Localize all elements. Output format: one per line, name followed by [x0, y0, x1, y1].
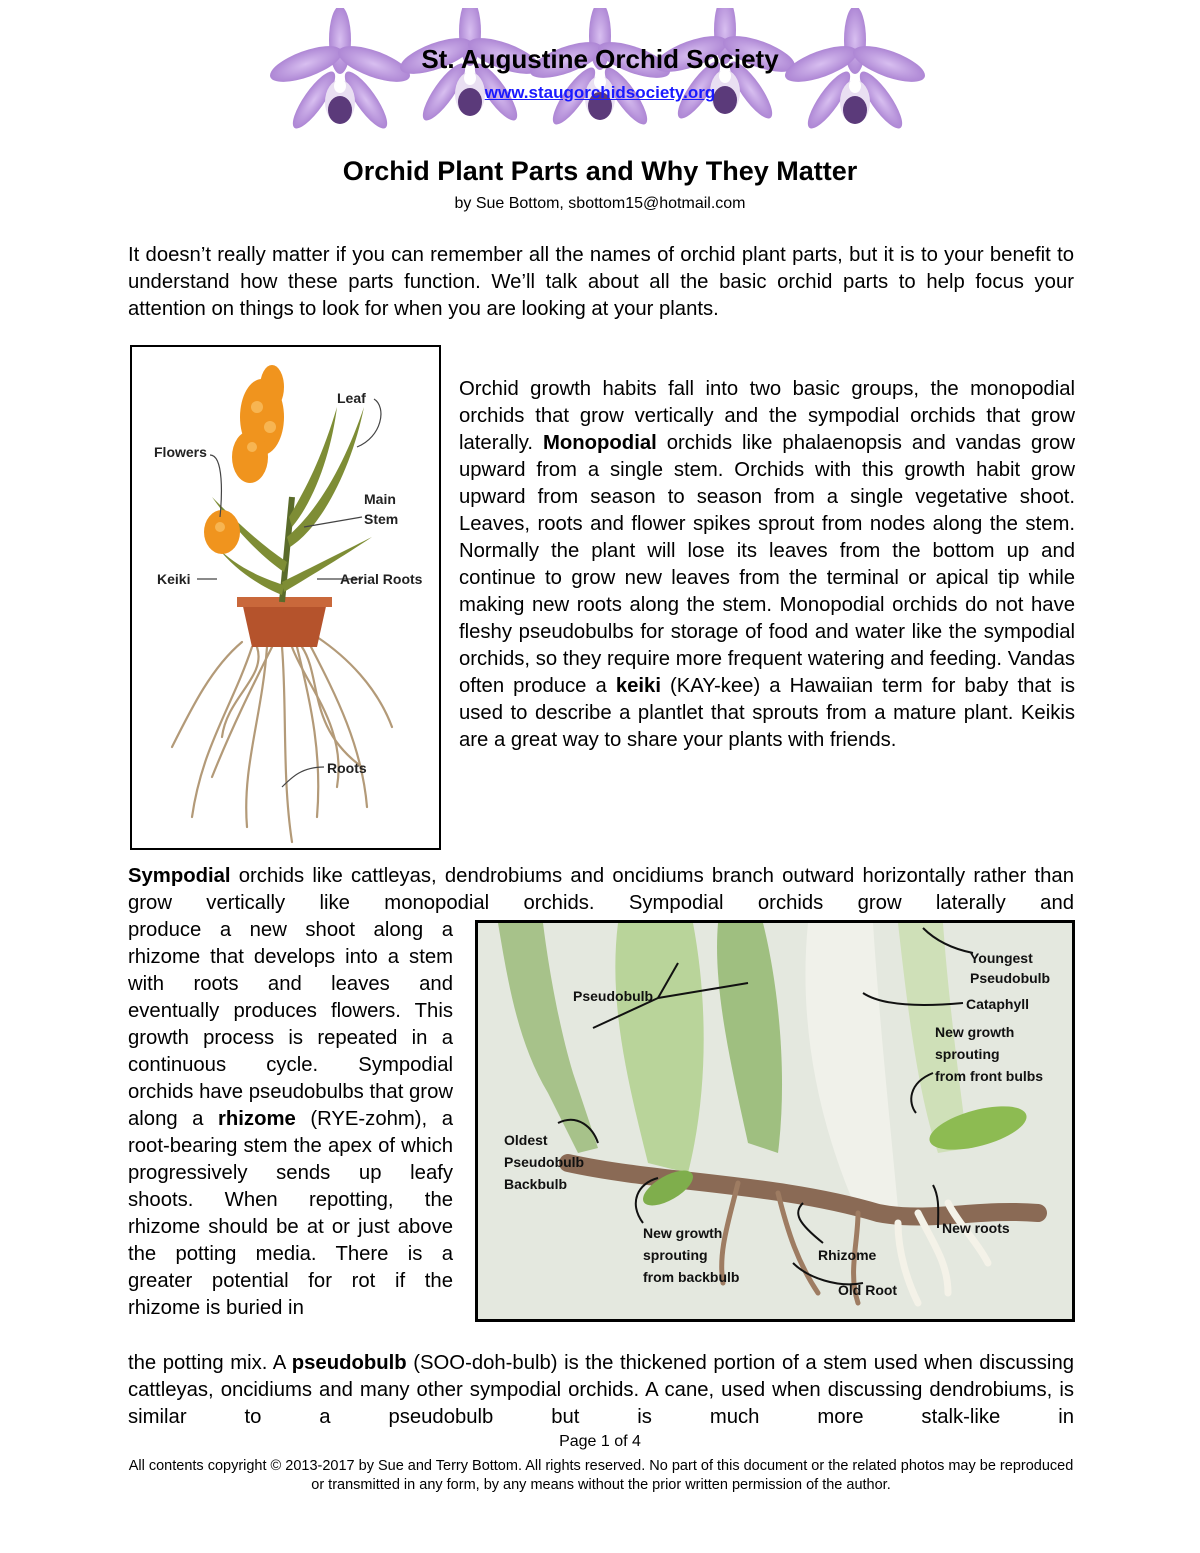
mono-text-1: Orchid growth habits fall into two basic groups, the monopodial orchids that grow vertically and the sympodial orchids that grow laterally.	[459, 378, 1075, 454]
label-main-stem-2: Stem	[364, 511, 399, 527]
label-roots: Roots	[327, 760, 367, 776]
sympodial-orchid-photo	[478, 923, 1072, 1319]
label-old-root: Old Root	[838, 1282, 898, 1298]
label-new-back-3: from backbulb	[643, 1269, 740, 1285]
mono-text-2: orchids like phalaenopsis and vandas grow upward from a single stem. Orchids with this growth habit grow upward from season to season from a single vegetative shoot. Leaves, roots and flower spikes sprout from nodes along the stem. Normally the plant will lose its leaves from the bottom up and continue to grow new leaves from the terminal or apical tip while making new roots along the stem. Monopodial orchids do not have fleshy pseudobulbs for storage of food and water like the sympodial orchids, so they require more frequent watering and feeding. Vandas often produce a	[459, 432, 1075, 697]
intro-paragraph	[128, 242, 1074, 323]
label-new-front-3: from front bulbs	[935, 1068, 1044, 1084]
label-main-stem-1: Main	[364, 491, 396, 507]
monopodial-orchid-figure	[130, 345, 441, 850]
term-monopodial: Monopodial	[542, 432, 657, 454]
sympodial-orchid-figure	[475, 920, 1075, 1322]
symp-tail-text-2: (SOO-doh-bulb) is the thickened portion of a stem used when discussing cattleyas, oncidiums and many other sympodial orchids. A cane, used when discussing dendrobiums, is similar to a pseudobulb but is much more stalk-like in	[128, 1352, 1075, 1428]
mono-text-3: (KAY-kee) a Hawaiian term for baby that is used to describe a plantlet that sprouts from a mature plant. Keikis are a great way to share your plants with friends.	[459, 675, 1075, 751]
label-new-front-1: New growth	[935, 1024, 1015, 1040]
label-youngest-2: Pseudobulb	[970, 970, 1051, 986]
label-cataphyll: Cataphyll	[966, 996, 1030, 1012]
symp-lead-text: orchids like cattleyas, dendrobiums and oncidiums branch outward horizontally rather than grow vertically like monopodial orchids. Sympodial orchids grow laterally and	[128, 865, 1074, 914]
intro-text: It doesn’t really matter if you can remember all the names of orchid plant parts, but it is to your benefit to understand how these parts function. We’ll talk about all the basic orchid parts to help focus your attention on things to look for when you are looking at your plants.	[128, 244, 1074, 320]
monopodial-paragraph	[459, 376, 1075, 754]
label-new-back-2: sprouting	[643, 1247, 708, 1263]
label-flowers: Flowers	[154, 444, 207, 460]
sympodial-column-paragraph	[128, 917, 453, 1322]
pseudobulb-paragraph	[128, 1350, 1074, 1431]
label-oldest-2: Pseudobulb	[504, 1154, 585, 1170]
label-keiki: Keiki	[157, 571, 191, 587]
society-name: St. Augustine Orchid Society	[421, 44, 779, 74]
term-keiki: keiki	[615, 675, 661, 697]
label-aerial-roots: Aerial Roots	[340, 571, 423, 587]
page-number: Page 1 of 4	[559, 1433, 641, 1450]
term-pseudobulb: pseudobulb	[291, 1352, 407, 1374]
label-new-roots: New roots	[942, 1220, 1010, 1236]
label-pseudobulb: Pseudobulb	[573, 988, 654, 1004]
term-rhizome: rhizome	[218, 1108, 296, 1130]
label-oldest-3: Backbulb	[504, 1176, 568, 1192]
article-byline: by Sue Bottom, sbottom15@hotmail.com	[454, 195, 746, 212]
society-website-link[interactable]: www.staugorchidsociety.org	[484, 83, 716, 102]
label-youngest-1: Youngest	[970, 950, 1033, 966]
symp-left-text-2: (RYE-zohm), a root-bearing stem the apex of which progressively sends up leafy shoots. When repotting, the rhizome should be at or just above the potting media. There is a greater potential for rot if the rhizome is buried in	[128, 1108, 453, 1319]
article-title: Orchid Plant Parts and Why They Matter	[342, 156, 858, 186]
label-new-front-2: sprouting	[935, 1046, 1000, 1062]
sympodial-lead-paragraph	[128, 863, 1074, 917]
label-leaf: Leaf	[337, 390, 366, 406]
symp-left-text-1: produce a new shoot along a rhizome that develops into a stem with roots and leaves and eventually produces flowers. This growth process is repeated in a continuous cycle. Sympodial orchids have pseudobulbs that grow along a	[128, 919, 453, 1130]
symp-tail-text-1: the potting mix. A	[128, 1352, 292, 1374]
label-rhizome: Rhizome	[818, 1247, 877, 1263]
label-oldest-1: Oldest	[504, 1132, 548, 1148]
copyright-notice: All contents copyright © 2013-2017 by Sue and Terry Bottom. All rights reserved. No part of this document or the related photos may be reproduced or transmitted in any form, by any means without the prior written permission of the author.	[128, 1458, 1074, 1493]
term-sympodial: Sympodial	[128, 865, 231, 887]
monopodial-orchid-illustration	[132, 347, 439, 848]
label-new-back-1: New growth	[643, 1225, 723, 1241]
